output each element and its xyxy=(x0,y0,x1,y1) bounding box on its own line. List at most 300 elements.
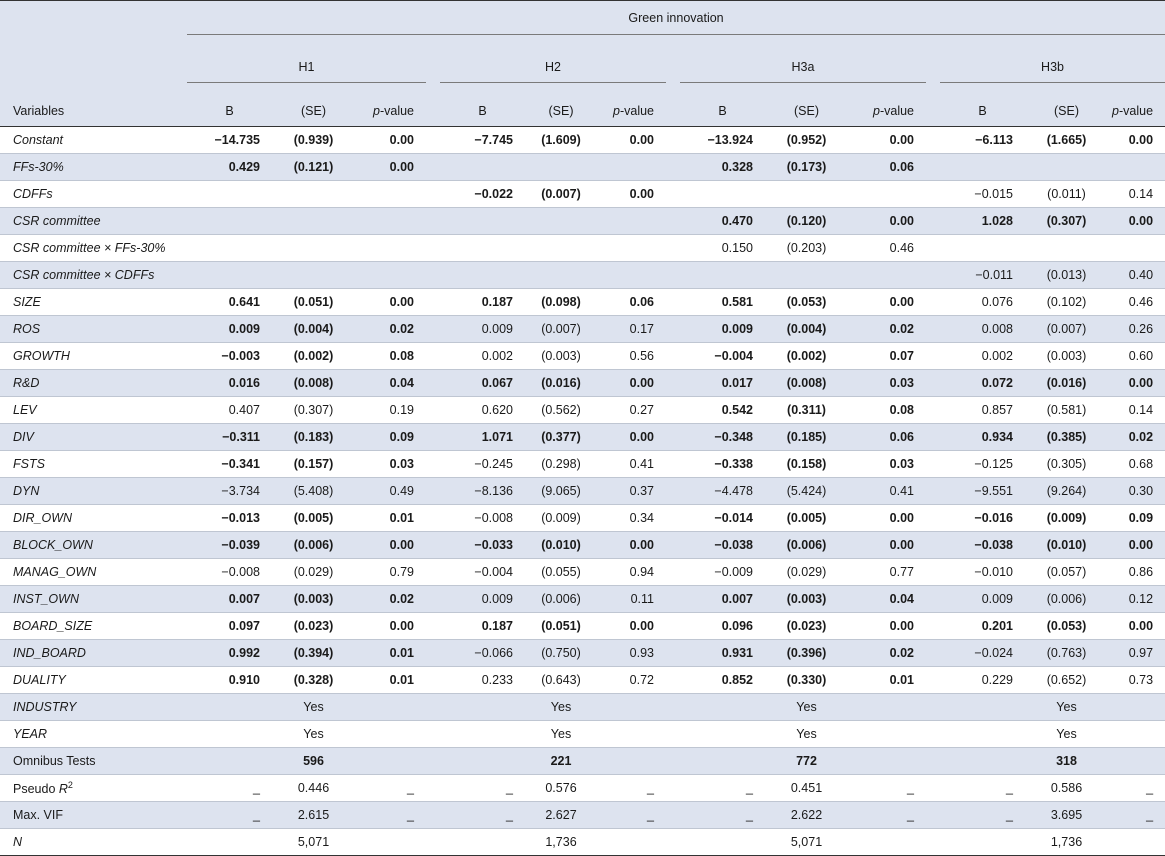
coef-cell xyxy=(940,748,1025,775)
coef-cell: −0.004 xyxy=(680,343,765,370)
table-row xyxy=(0,289,1165,316)
coef-cell: 0.201 xyxy=(940,613,1025,640)
se-cell: Yes xyxy=(765,721,848,748)
se-cell: 0.576 xyxy=(525,775,597,802)
column-gap xyxy=(926,181,940,208)
coef-cell xyxy=(187,262,272,289)
p-value-cell xyxy=(597,262,666,289)
column-gap xyxy=(926,83,940,127)
variable-label: N xyxy=(0,829,187,856)
coef-cell xyxy=(440,154,525,181)
se-cell: 0.446 xyxy=(272,775,355,802)
se-cell: (0.029) xyxy=(765,559,848,586)
p-value-cell: 0.40 xyxy=(1108,262,1165,289)
se-cell: (0.396) xyxy=(765,640,848,667)
se-cell: (0.055) xyxy=(525,559,597,586)
se-cell: (0.003) xyxy=(1025,343,1108,370)
p-value-cell: 0.86 xyxy=(1108,559,1165,586)
se-cell: (9.264) xyxy=(1025,478,1108,505)
coef-cell: 0.910 xyxy=(187,667,272,694)
se-cell: 2.622 xyxy=(765,802,848,829)
p-value-cell: _ xyxy=(848,775,926,802)
p-value-cell: 0.00 xyxy=(848,208,926,235)
se-header: (SE) xyxy=(1025,83,1108,127)
se-cell: (0.377) xyxy=(525,424,597,451)
se-cell: (0.029) xyxy=(272,559,355,586)
variable-label: SIZE xyxy=(0,289,187,316)
p-value-cell: 0.93 xyxy=(597,640,666,667)
coef-cell xyxy=(440,748,525,775)
se-cell: (0.007) xyxy=(1025,316,1108,343)
coef-cell: 0.852 xyxy=(680,667,765,694)
p-value-cell: 0.02 xyxy=(848,640,926,667)
se-cell xyxy=(765,181,848,208)
p-value-cell: 0.97 xyxy=(1108,640,1165,667)
column-gap xyxy=(926,451,940,478)
coef-cell: _ xyxy=(440,802,525,829)
p-value-cell: 0.12 xyxy=(1108,586,1165,613)
se-cell: (0.023) xyxy=(272,613,355,640)
table-row xyxy=(0,667,1165,694)
coef-cell: _ xyxy=(440,775,525,802)
column-gap xyxy=(666,613,680,640)
p-value-cell: 0.09 xyxy=(1108,505,1165,532)
coef-header: B xyxy=(187,83,272,127)
coef-cell: −9.551 xyxy=(940,478,1025,505)
column-gap xyxy=(426,613,440,640)
p-value-cell xyxy=(355,235,426,262)
p-value-cell: 0.14 xyxy=(1108,397,1165,424)
se-cell: (0.385) xyxy=(1025,424,1108,451)
coef-cell: 1.071 xyxy=(440,424,525,451)
p-value-cell: 0.00 xyxy=(355,613,426,640)
p-value-cell: _ xyxy=(597,802,666,829)
column-gap xyxy=(426,532,440,559)
p-value-cell: 0.00 xyxy=(597,532,666,559)
p-value-cell xyxy=(597,694,666,721)
coef-cell: 0.076 xyxy=(940,289,1025,316)
p-value-cell xyxy=(848,181,926,208)
column-gap xyxy=(666,370,680,397)
se-cell: (0.183) xyxy=(272,424,355,451)
p-value-cell: 0.00 xyxy=(355,127,426,154)
column-gap xyxy=(426,424,440,451)
coef-cell: 0.581 xyxy=(680,289,765,316)
se-cell: (0.185) xyxy=(765,424,848,451)
column-gap xyxy=(926,829,940,856)
se-cell: (0.307) xyxy=(272,397,355,424)
coef-cell: −0.338 xyxy=(680,451,765,478)
se-cell xyxy=(1025,235,1108,262)
se-cell: (1.609) xyxy=(525,127,597,154)
column-gap xyxy=(926,424,940,451)
column-gap xyxy=(426,262,440,289)
p-value-cell: 0.34 xyxy=(597,505,666,532)
table-row xyxy=(0,586,1165,613)
se-cell: (0.008) xyxy=(272,370,355,397)
se-cell: Yes xyxy=(765,694,848,721)
p-value-cell xyxy=(1108,748,1165,775)
coef-cell: 0.009 xyxy=(440,586,525,613)
column-gap xyxy=(666,343,680,370)
column-gap xyxy=(426,370,440,397)
p-value-cell xyxy=(355,262,426,289)
coef-cell xyxy=(440,262,525,289)
se-cell: (0.643) xyxy=(525,667,597,694)
p-value-cell: 0.00 xyxy=(597,424,666,451)
variable-label: YEAR xyxy=(0,721,187,748)
coef-cell: 0.009 xyxy=(940,586,1025,613)
se-cell: (0.581) xyxy=(1025,397,1108,424)
coef-header: B xyxy=(940,83,1025,127)
coef-cell: −0.348 xyxy=(680,424,765,451)
p-value-cell: 0.02 xyxy=(355,586,426,613)
variable-label: MANAG_OWN xyxy=(0,559,187,586)
p-value-cell: 0.00 xyxy=(355,532,426,559)
p-value-cell: 0.07 xyxy=(848,343,926,370)
se-cell: (9.065) xyxy=(525,478,597,505)
column-gap xyxy=(666,694,680,721)
p-value-cell: 0.02 xyxy=(355,316,426,343)
column-gap xyxy=(666,316,680,343)
variable-label: DYN xyxy=(0,478,187,505)
coef-cell xyxy=(440,208,525,235)
coef-cell: 0.470 xyxy=(680,208,765,235)
column-gap xyxy=(426,559,440,586)
coef-cell: 0.009 xyxy=(680,316,765,343)
se-cell: 318 xyxy=(1025,748,1108,775)
coef-cell xyxy=(187,694,272,721)
p-value-cell: 0.00 xyxy=(597,613,666,640)
se-cell: (0.051) xyxy=(272,289,355,316)
coef-cell: 0.008 xyxy=(940,316,1025,343)
column-gap xyxy=(666,397,680,424)
coef-cell: −0.010 xyxy=(940,559,1025,586)
column-gap xyxy=(926,478,940,505)
column-gap xyxy=(426,343,440,370)
coef-cell xyxy=(440,235,525,262)
se-cell: (0.158) xyxy=(765,451,848,478)
p-value-cell xyxy=(1108,154,1165,181)
p-value-cell: 0.06 xyxy=(848,154,926,181)
coef-cell: −0.022 xyxy=(440,181,525,208)
column-gap xyxy=(426,505,440,532)
se-cell xyxy=(1025,154,1108,181)
p-value-cell xyxy=(848,262,926,289)
coef-cell: −0.033 xyxy=(440,532,525,559)
variable-label: CDFFs xyxy=(0,181,187,208)
p-value-cell xyxy=(1108,829,1165,856)
p-value-cell xyxy=(355,181,426,208)
p-value-cell: 0.00 xyxy=(597,370,666,397)
column-gap xyxy=(666,451,680,478)
coef-cell xyxy=(440,694,525,721)
se-cell: 0.586 xyxy=(1025,775,1108,802)
se-cell: (0.007) xyxy=(525,181,597,208)
variable-label: Omnibus Tests xyxy=(0,748,187,775)
coef-cell xyxy=(187,208,272,235)
p-value-cell xyxy=(597,208,666,235)
column-gap xyxy=(926,235,940,262)
column-gap xyxy=(666,478,680,505)
p-value-cell: 0.41 xyxy=(597,451,666,478)
se-cell: Yes xyxy=(525,694,597,721)
p-value-cell: 0.30 xyxy=(1108,478,1165,505)
p-value-cell: 0.03 xyxy=(848,451,926,478)
coef-cell: 0.229 xyxy=(940,667,1025,694)
coef-cell: 0.072 xyxy=(940,370,1025,397)
se-cell: (0.750) xyxy=(525,640,597,667)
coef-cell: 0.187 xyxy=(440,613,525,640)
p-value-cell: 0.46 xyxy=(1108,289,1165,316)
se-cell: (0.157) xyxy=(272,451,355,478)
p-value-cell: 0.46 xyxy=(848,235,926,262)
column-gap xyxy=(426,208,440,235)
variable-label: R&D xyxy=(0,370,187,397)
se-header: (SE) xyxy=(765,83,848,127)
coef-cell: −0.009 xyxy=(680,559,765,586)
column-gap xyxy=(926,127,940,154)
p-value-cell xyxy=(355,748,426,775)
variable-label: DUALITY xyxy=(0,667,187,694)
column-gap xyxy=(426,721,440,748)
variable-label: INST_OWN xyxy=(0,586,187,613)
se-cell: (0.330) xyxy=(765,667,848,694)
se-cell: (0.307) xyxy=(1025,208,1108,235)
table-row xyxy=(0,694,1165,721)
column-gap xyxy=(666,532,680,559)
coef-cell xyxy=(187,235,272,262)
variable-label: IND_BOARD xyxy=(0,640,187,667)
p-value-cell: 0.73 xyxy=(1108,667,1165,694)
coef-cell xyxy=(940,829,1025,856)
coef-cell: 0.067 xyxy=(440,370,525,397)
column-gap xyxy=(426,289,440,316)
p-value-cell xyxy=(355,208,426,235)
column-gap xyxy=(426,694,440,721)
p-value-cell: 0.01 xyxy=(848,667,926,694)
se-cell xyxy=(272,235,355,262)
se-cell: 5,071 xyxy=(765,829,848,856)
coef-cell: 0.641 xyxy=(187,289,272,316)
coef-cell: −0.014 xyxy=(680,505,765,532)
p-value-cell: 0.41 xyxy=(848,478,926,505)
table-body xyxy=(0,127,1165,856)
se-cell: (0.763) xyxy=(1025,640,1108,667)
coef-cell: 0.233 xyxy=(440,667,525,694)
se-cell: (0.120) xyxy=(765,208,848,235)
coef-cell: 0.007 xyxy=(187,586,272,613)
coef-cell: 0.931 xyxy=(680,640,765,667)
p-value-header: p-value xyxy=(355,83,426,127)
coef-cell: _ xyxy=(680,775,765,802)
se-cell: (0.006) xyxy=(272,532,355,559)
se-cell: (0.010) xyxy=(1025,532,1108,559)
variable-label: ROS xyxy=(0,316,187,343)
se-cell: (0.298) xyxy=(525,451,597,478)
se-header: (SE) xyxy=(272,83,355,127)
variable-label: FFs-30% xyxy=(0,154,187,181)
coef-cell: −0.341 xyxy=(187,451,272,478)
column-gap xyxy=(666,289,680,316)
p-value-cell: 0.03 xyxy=(848,370,926,397)
se-cell: (0.016) xyxy=(525,370,597,397)
p-value-cell: 0.56 xyxy=(597,343,666,370)
p-value-cell: 0.06 xyxy=(597,289,666,316)
coef-cell: 0.992 xyxy=(187,640,272,667)
se-cell: (0.173) xyxy=(765,154,848,181)
se-cell: (0.003) xyxy=(765,586,848,613)
p-value-cell: 0.02 xyxy=(848,316,926,343)
column-gap xyxy=(666,829,680,856)
table-row xyxy=(0,397,1165,424)
coef-cell: _ xyxy=(187,775,272,802)
variables-header: Variables xyxy=(0,83,187,127)
p-value-cell: 0.01 xyxy=(355,505,426,532)
variable-label: DIR_OWN xyxy=(0,505,187,532)
se-cell: Yes xyxy=(1025,694,1108,721)
se-cell: (0.005) xyxy=(272,505,355,532)
coef-cell xyxy=(680,748,765,775)
column-gap xyxy=(426,478,440,505)
p-value-cell xyxy=(597,829,666,856)
se-cell: (0.652) xyxy=(1025,667,1108,694)
column-gap xyxy=(426,181,440,208)
p-value-cell xyxy=(355,829,426,856)
column-gap xyxy=(926,802,940,829)
se-cell: (0.013) xyxy=(1025,262,1108,289)
coef-cell: _ xyxy=(940,775,1025,802)
se-cell: (0.939) xyxy=(272,127,355,154)
p-value-cell: 0.08 xyxy=(848,397,926,424)
coef-cell: 0.620 xyxy=(440,397,525,424)
coef-cell: −0.038 xyxy=(680,532,765,559)
coef-cell: −0.066 xyxy=(440,640,525,667)
coef-cell xyxy=(187,829,272,856)
table-row xyxy=(0,505,1165,532)
coef-cell: 0.429 xyxy=(187,154,272,181)
coef-cell: −0.039 xyxy=(187,532,272,559)
se-cell: (0.121) xyxy=(272,154,355,181)
coef-cell: 0.542 xyxy=(680,397,765,424)
p-value-cell: 0.77 xyxy=(848,559,926,586)
se-cell: Yes xyxy=(525,721,597,748)
p-value-cell: 0.04 xyxy=(848,586,926,613)
column-gap xyxy=(666,748,680,775)
se-cell xyxy=(272,181,355,208)
se-cell xyxy=(525,235,597,262)
coef-cell: −0.125 xyxy=(940,451,1025,478)
se-cell xyxy=(525,208,597,235)
p-value-cell: _ xyxy=(355,775,426,802)
column-gap xyxy=(926,505,940,532)
p-value-header: p-value xyxy=(597,83,666,127)
se-cell: (5.424) xyxy=(765,478,848,505)
p-value-cell: 0.72 xyxy=(597,667,666,694)
table-row xyxy=(0,235,1165,262)
column-gap xyxy=(666,775,680,802)
column-gap xyxy=(926,154,940,181)
coef-cell xyxy=(187,181,272,208)
variable-label: Max. VIF xyxy=(0,802,187,829)
table-row xyxy=(0,802,1165,829)
table-row xyxy=(0,343,1165,370)
p-value-cell: 0.00 xyxy=(1108,370,1165,397)
column-gap xyxy=(426,451,440,478)
variable-label: CSR committee × FFs-30% xyxy=(0,235,187,262)
p-value-cell: _ xyxy=(848,802,926,829)
column-gap xyxy=(926,370,940,397)
p-value-cell: 0.00 xyxy=(355,289,426,316)
p-value-cell: 0.00 xyxy=(1108,127,1165,154)
variable-label: Constant xyxy=(0,127,187,154)
coef-cell: −0.016 xyxy=(940,505,1025,532)
coef-cell xyxy=(187,748,272,775)
se-cell: (5.408) xyxy=(272,478,355,505)
coef-cell: −0.008 xyxy=(440,505,525,532)
se-cell: (0.003) xyxy=(525,343,597,370)
se-cell: 2.627 xyxy=(525,802,597,829)
se-cell: (0.004) xyxy=(765,316,848,343)
table-row xyxy=(0,559,1165,586)
se-cell: (0.102) xyxy=(1025,289,1108,316)
p-value-cell: 0.01 xyxy=(355,640,426,667)
variable-label: BOARD_SIZE xyxy=(0,613,187,640)
hypothesis-header-h3b: H3b xyxy=(940,35,1165,83)
se-cell: (0.005) xyxy=(765,505,848,532)
column-gap xyxy=(926,532,940,559)
coef-cell: 0.009 xyxy=(187,316,272,343)
p-value-cell xyxy=(597,721,666,748)
column-gap xyxy=(666,181,680,208)
se-cell: Yes xyxy=(272,694,355,721)
column-gap xyxy=(926,613,940,640)
column-gap xyxy=(926,586,940,613)
coef-cell: 0.016 xyxy=(187,370,272,397)
variable-label: DIV xyxy=(0,424,187,451)
column-gap xyxy=(666,721,680,748)
coef-cell: 1.028 xyxy=(940,208,1025,235)
column-gap xyxy=(426,316,440,343)
column-gap xyxy=(926,775,940,802)
p-value-cell: 0.37 xyxy=(597,478,666,505)
p-value-cell: 0.08 xyxy=(355,343,426,370)
column-gap xyxy=(666,154,680,181)
column-gap xyxy=(426,748,440,775)
variable-label: FSTS xyxy=(0,451,187,478)
coef-cell xyxy=(680,694,765,721)
p-value-cell: 0.17 xyxy=(597,316,666,343)
p-value-cell: 0.60 xyxy=(1108,343,1165,370)
p-value-cell: 0.00 xyxy=(1108,208,1165,235)
column-gap xyxy=(926,748,940,775)
column-gap xyxy=(926,694,940,721)
coef-cell xyxy=(940,154,1025,181)
column-gap xyxy=(926,289,940,316)
hypothesis-header-h3a: H3a xyxy=(680,35,926,83)
se-cell: Yes xyxy=(1025,721,1108,748)
coef-cell: −0.024 xyxy=(940,640,1025,667)
p-value-cell: 0.27 xyxy=(597,397,666,424)
se-cell xyxy=(525,262,597,289)
p-value-cell: 0.68 xyxy=(1108,451,1165,478)
column-gap xyxy=(426,154,440,181)
variable-label: INDUSTRY xyxy=(0,694,187,721)
p-value-cell xyxy=(597,748,666,775)
p-value-cell: 0.09 xyxy=(355,424,426,451)
p-value-cell: 0.00 xyxy=(597,127,666,154)
p-value-cell: 0.00 xyxy=(355,154,426,181)
